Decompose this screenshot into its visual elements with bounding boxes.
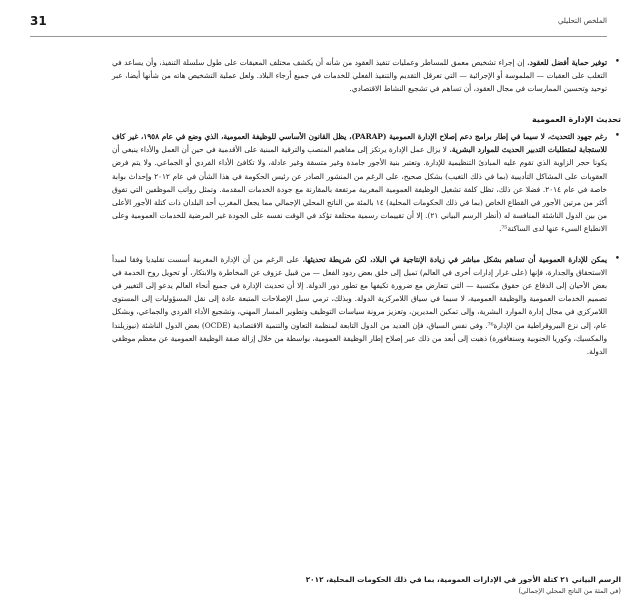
page-number: 31 [30,14,47,28]
bullet-text: لا يزال عمل الإدارة يرتكز إلى مفاهيم المنصب والترقية المبنية على الأقدمية في حين أن العمل والأداء ينبغي أن يكونا حجر الزاوية الذي تقوم عليه المبادئ التنظيمية للإدارة. وتعتبر بنية الأجور جامدة وغير متسقة وغير عادلة، ولا تكافئ الأداء الفردي أو الجماعي. ولا يتم فرض العقوبات على المشاكل التأديبية (بما في ذلك التغيب) بشكل صحيح، على الرغم من المنشور الصادر عن رئيس الحكومة في هذا الشأن في عام ٢٠١٢ وإحداث بوابة خاصة في عام ٢٠١٤. فضلا عن ذلك، تظل كلفة تشغيل الوظيفة العمومية المغربية مرتفعة بالمقارنة مع جودة الخدمات المقدمة. وتمثل رواتب الموظفين التي تفوق أكثر من مرتين الأجور في القطاع الخاص (بما في ذلك الحكومات المحلية) ١٤ بالمئة من الناتج المحلي الإجمالي مما يجعل المغرب أحد البلدان ذات كتلة الأجور الأعلى من بين الدول الناشئة المنافسة له (أنظر الرسم البياني ٢١). إلا أن تقييمات رسمية محتلفة تؤكد في الوقت نفسه على الجودة غير المرضية للخدمات العمومية وعلى الانطباع السيء عنها لدى الساكنة⁷⁵. [112,145,607,233]
bullet-text: إن إجراء تشخيص معمق للمساطر وعمليات تنفيذ العقود من شأنه أن يكشف مختلف المعيقات على طول سلسلة التنفيذ، وأن يساعد في التغلب على العقبات — الملموسة أو الإجرائية — التي تعرقل التقديم والتنفيذ الفعلي للخدمات في جميع أرجاء البلاد. ولعل عملية التشخيص هاته من شأنها أيضا، عبر توحيد وتحسين الممارسات في مجال العقود، أن تساهم في تشجيع النشاط الاقتصادي. [112,58,607,94]
bullet-item [112,56,621,95]
bullet-item [112,253,621,358]
bullet-lead: رغم جهود التحديث، لا سيما في إطار برامج دعم إصلاح الإدارة العمومية (PARAP)، يظل القانون الأساسي للوظيفة العمومية، الذي وضع في عام ١٩٥٨، غير كاف للاستجابة لمتطلبات التدبير الحديث للموارد البشرية. [112,132,608,155]
page-body [112,56,621,376]
running-head: الملخص التحليلي [557,17,607,25]
bullet-lead: يمكن للإدارة العمومية أن تساهم بشكل مباشر في زيادة الإنتاجية في البلاد، لكن شريطة تحديثها. [302,255,607,265]
page-header [30,14,607,34]
bullet-item [112,130,621,235]
bullet-lead: توفير حماية أفضل للعقود. [527,58,607,67]
figure-subtitle: (في المئة من الناتج المحلي الإجمالي) [518,587,621,595]
bullet-paragraph [112,130,607,235]
bullet-icon: • [614,254,620,265]
header-rule [30,36,607,37]
figure-title: الرسم البياني ٢١ كتلة الأجور في الإدارات العمومية، بما في ذلك الحكومات المحلية، ٢٠١٢ [305,575,621,584]
bullet-paragraph [112,253,607,358]
bullet-paragraph [112,56,607,95]
figure-caption [200,574,621,597]
section-heading: تحديث الإدارة العمومية [531,115,621,125]
bullet-icon: • [614,57,620,67]
bullet-text: على الرغم من أن الإدارة المغربية أسست تقليديا وفقا لمبدأ الاستحقاق والجدارة، فإنها (على غرار إدارات أخرى في العالم) تميل إلى خلق بعض ردود الفعل — من قبيل عزوف عن المخاطرة والابتكار، أو تحويل روح الخدمة في بعض الأحيان إلى الدفاع عن حقوق مكتسبة — التي تتعارض مع ضرورة تكيفها مع تطور دور الدولة. إلا أن تحديث الإدارة في جميع أنحاء العالم يدعو إلى التغيير في تصميم الخدمات العمومية والوظيفة العمومية، لا سيما في سياق اللامركزية الدولة. وبذلك، ترمي سبل الإصلاحات المتبعة عادة إلى نقل المسؤوليات إلى المستوى اللامركزي في مجال إدارة الموارد البشرية، وإلى تمكين المديرين، وتعزيز مرونة سياسات التوظيف وتطوير المسار المهني، وتشجيع الأداء الفردي والجماعي، وبشكل عام، إلى نزع البيروقراطية من الإدارة⁷⁶. وفي نفس السياق، فإن العديد من الدول التابعة لمنظمة التعاون والتنمية الاقتصادية (OCDE) بعض الدول الناشئة (نيوزيلندا والمكسيك، وكوريا الجنوبية وسنغافورة) ذهبت إلى أبعد من ذلك عبر إصلاح إطار الوظيفة العمومية، بواسطة من خلال إزالة صفة الوظيفة العمومية عن معظم موظفي الدولة. [112,255,608,356]
bullet-icon: • [614,131,620,142]
